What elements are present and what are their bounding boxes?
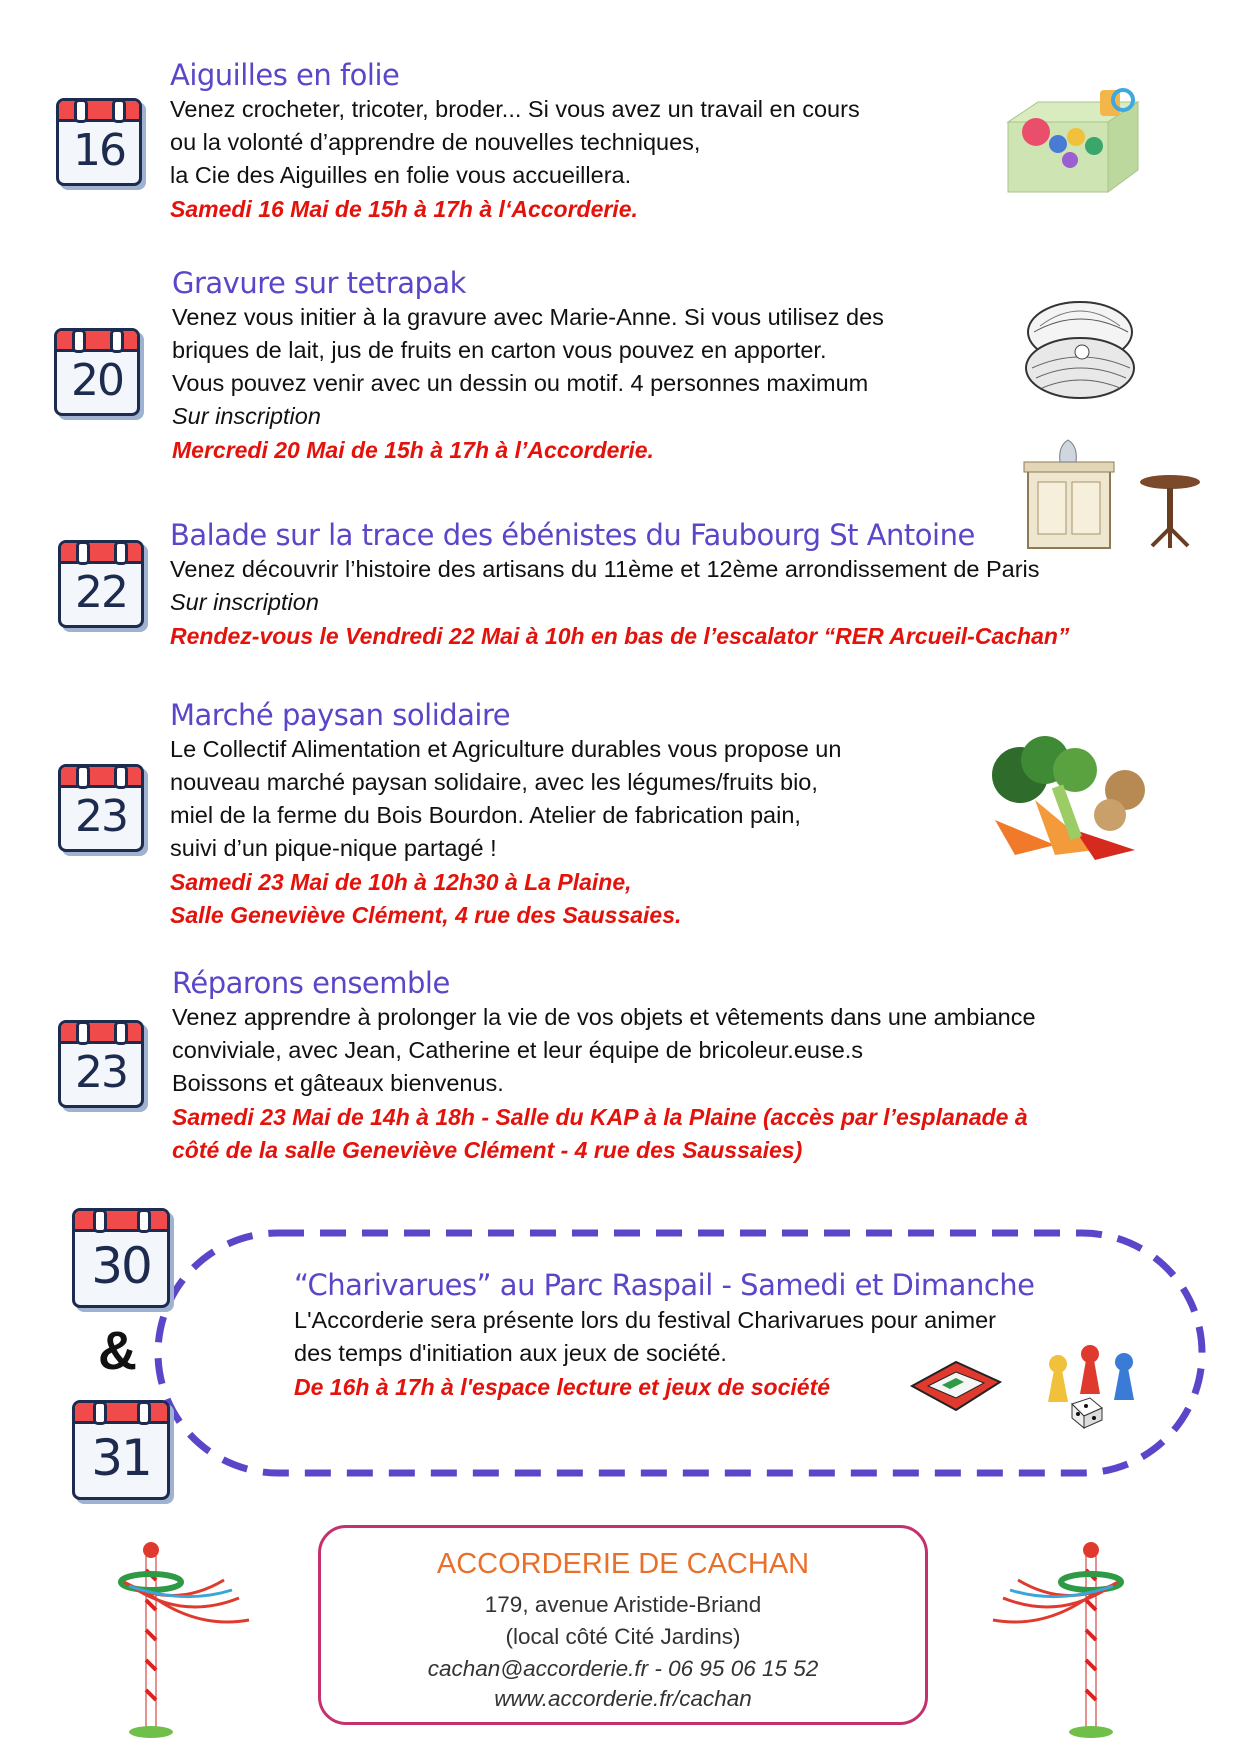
festival-title: “Charivarues” au Parc Raspail - Samedi et Dimanche (294, 1268, 1035, 1302)
calendar-day: 30 (91, 1237, 151, 1295)
event-note: Sur inscription (172, 403, 321, 429)
organization-name: ACCORDERIE DE CACHAN (436, 1548, 810, 1580)
calendar-day: 23 (75, 1047, 127, 1098)
calendar-day: 23 (75, 791, 127, 842)
event-text: la Cie des Aiguilles en folie vous accueillera. (170, 162, 632, 188)
calendar-day: 16 (73, 125, 125, 176)
contact-card (318, 1525, 928, 1725)
sewing-box-illustration (998, 82, 1144, 200)
event-datetime: Samedi 16 Mai de 15h à 17h à l‘Accorderie. (170, 196, 638, 222)
event-title: Aiguilles en folie (170, 58, 400, 92)
calendar-icon-23 (58, 1012, 142, 1106)
event-title: Gravure sur tetrapak (172, 266, 466, 300)
board-game-illustration (908, 1356, 1004, 1416)
calendar-icon-16 (56, 90, 140, 184)
maypole-illustration-right (988, 1510, 1128, 1740)
contact-line[interactable]: cachan@accorderie.fr - 06 95 06 15 52 (427, 1656, 819, 1681)
event-title: Marché paysan solidaire (170, 698, 511, 732)
event-text: miel de la ferme du Bois Bourdon. Atelier de fabrication pain, (170, 802, 801, 828)
website-link[interactable]: www.accorderie.fr/cachan (494, 1686, 752, 1711)
event-text: Venez crocheter, tricoter, broder... Si vous avez un travail en cours (170, 96, 860, 122)
address-line: 179, avenue Aristide-Briand (484, 1592, 762, 1617)
calendar-day: 31 (91, 1429, 151, 1487)
event-text: Vous pouvez venir avec un dessin ou motif. 4 personnes maximum (172, 370, 869, 396)
address-detail: (local côté Cité Jardins) (505, 1624, 741, 1649)
calendar-icon-30 (72, 1200, 168, 1306)
event-text: ou la volonté d’apprendre de nouvelles techniques, (170, 129, 701, 155)
event-text: Boissons et gâteaux bienvenus. (172, 1070, 504, 1096)
festival-datetime: De 16h à 17h à l'espace lecture et jeux de société (294, 1374, 831, 1400)
event-text: nouveau marché paysan solidaire, avec les légumes/fruits bio, (170, 769, 818, 795)
calendar-icon-31 (72, 1392, 168, 1498)
event-title: Balade sur la trace des ébénistes du Faubourg St Antoine (170, 518, 975, 552)
event-text: briques de lait, jus de fruits en carton vous pouvez en apporter. (172, 337, 827, 363)
event-text: conviviale, avec Jean, Catherine et leur équipe de bricoleur.euse.s (172, 1037, 864, 1063)
event-text: Venez découvrir l’histoire des artisans du 11ème et 12ème arrondissement de Paris (170, 556, 1040, 582)
event-datetime: Samedi 23 Mai de 14h à 18h - Salle du KAP à la Plaine (accès par l’esplanade à (172, 1104, 1028, 1130)
calendar-icon-20 (54, 320, 138, 414)
event-note: Sur inscription (170, 589, 319, 615)
event-text: Venez vous initier à la gravure avec Marie-Anne. Si vous utilisez des (172, 304, 884, 330)
calendar-icon-22 (58, 532, 142, 626)
event-text: Le Collectif Alimentation et Agriculture durables vous propose un (170, 736, 842, 762)
shell-engraving-illustration (1020, 296, 1138, 406)
event-datetime: Mercredi 20 Mai de 15h à 17h à l’Accorderie. (172, 437, 654, 463)
event-datetime: Rendez-vous le Vendredi 22 Mai à 10h en bas de l’escalator “RER Arcueil-Cachan” (170, 623, 1070, 649)
festival-text: L'Accorderie sera présente lors du festival Charivarues pour animer (294, 1307, 996, 1333)
antique-furniture-illustration (1020, 432, 1200, 552)
vegetables-illustration (975, 730, 1155, 870)
event-text: Venez apprendre à prolonger la vie de vos objets et vêtements dans une ambiance (172, 1004, 1036, 1030)
calendar-day: 22 (75, 567, 127, 618)
event-location: côté de la salle Geneviève Clément - 4 rue des Saussaies) (172, 1137, 803, 1163)
event-title: Réparons ensemble (172, 966, 450, 1000)
calendar-icon-23 (58, 756, 142, 850)
event-text: suivi d’un pique-nique partagé ! (170, 835, 497, 861)
event-location: Salle Geneviève Clément, 4 rue des Saussaies. (170, 902, 682, 928)
calendar-day: 20 (71, 355, 123, 406)
festival-text: des temps d'initiation aux jeux de société. (294, 1340, 727, 1366)
event-datetime: Samedi 23 Mai de 10h à 12h30 à La Plaine, (170, 869, 632, 895)
maypole-illustration-left (114, 1510, 254, 1740)
game-pieces-illustration (1040, 1340, 1150, 1430)
ampersand: & (98, 1321, 137, 1381)
